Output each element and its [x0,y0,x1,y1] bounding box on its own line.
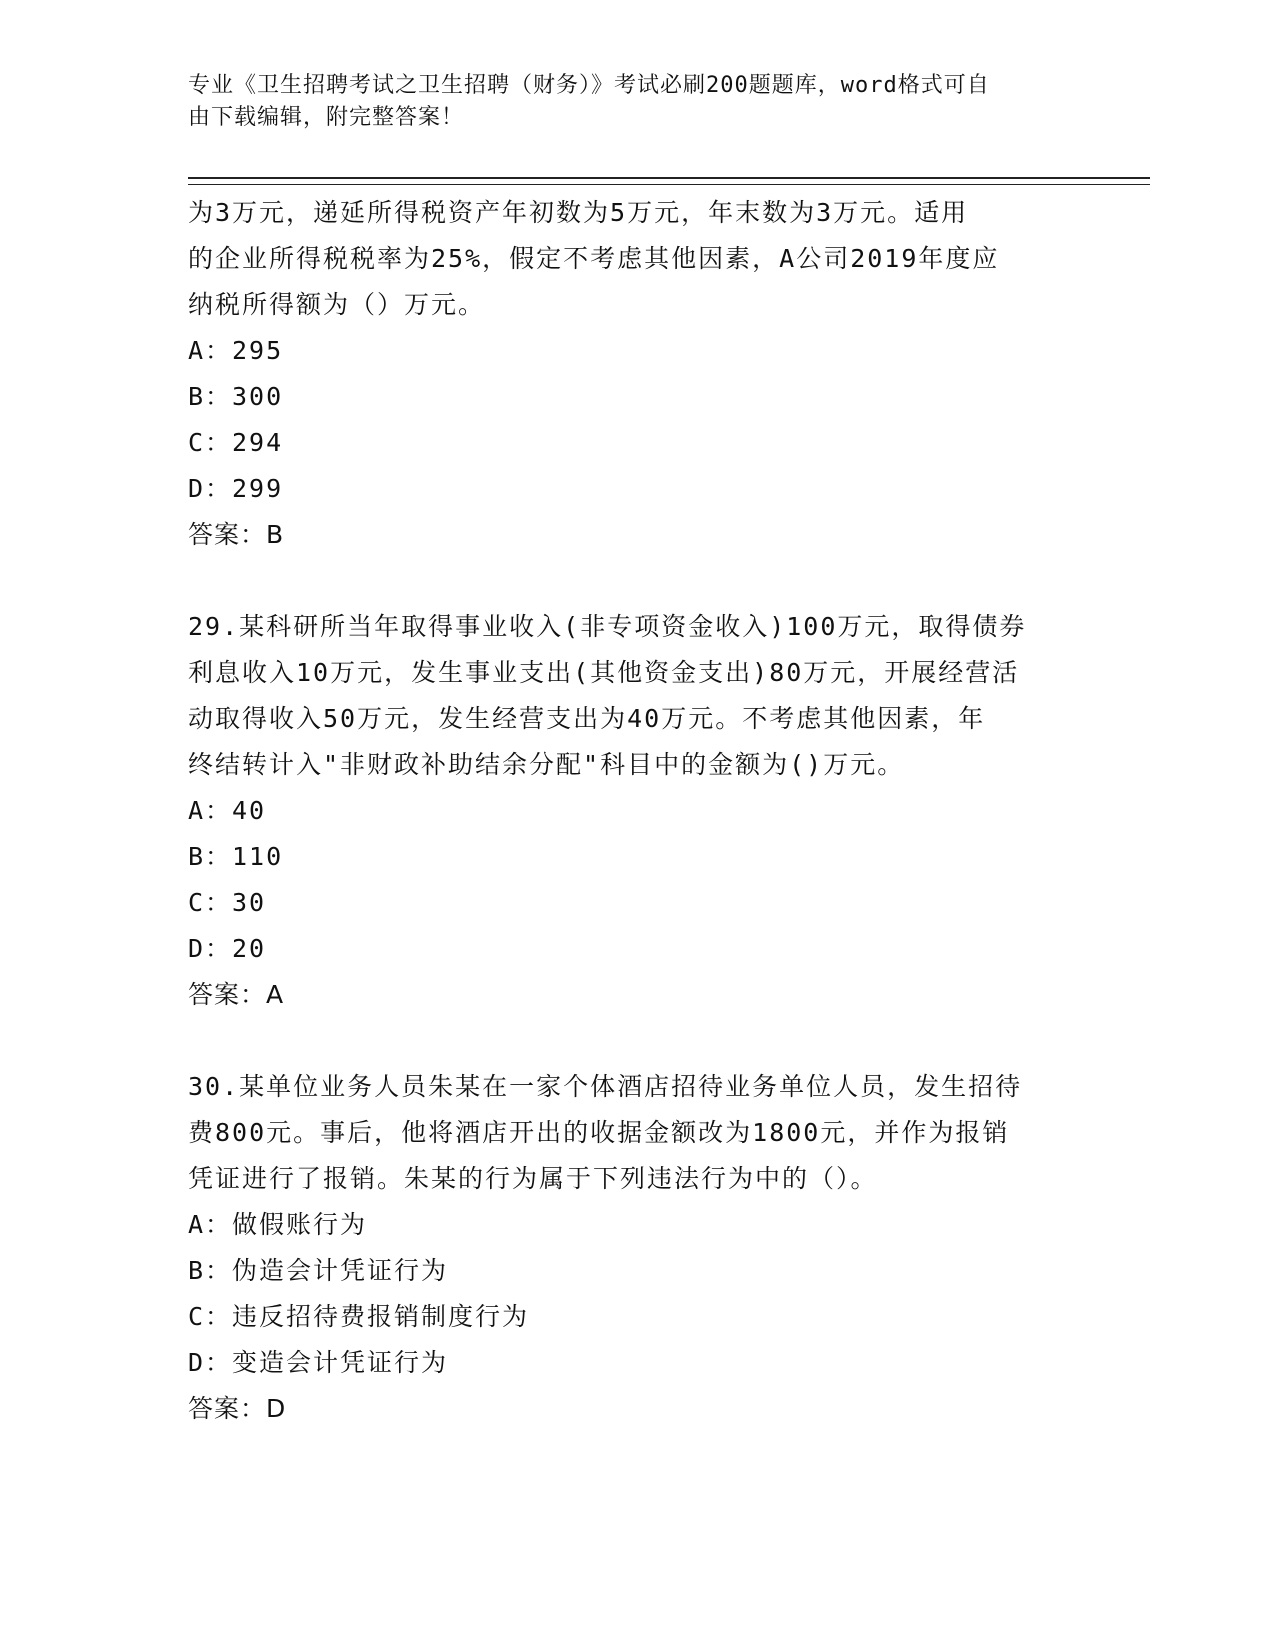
option-text: 295 [232,336,284,365]
option-text: 300 [232,382,284,411]
option-c [188,420,1088,466]
option-text: 做假账行为 [232,1210,368,1239]
option-text: 违反招待费报销制度行为 [232,1302,530,1331]
option-d [188,466,1088,512]
option-text: 20 [232,934,267,963]
page-header [188,70,1088,134]
option-text: 变造会计凭证行为 [232,1348,449,1377]
header-line-1: 专业《卫生招聘考试之卫生招聘（财务）》考试必刷200题题库，word格式可自 [188,73,990,98]
option-text: 110 [232,842,284,871]
option-d [188,1340,1088,1386]
header-line-2: 由下载编辑，附完整答案！ [188,105,465,130]
question-stem-line: 费800元。事后，他将酒店开出的收据金额改为1800元，并作为报销 [188,1118,1010,1147]
question-stem-line: 终结转计入"非财政补助结余分配"科目中的金额为()万元。 [188,750,905,779]
option-a [188,788,1088,834]
question-stem-line: 30.某单位业务人员朱某在一家个体酒店招待业务单位人员，发生招待 [188,1072,1023,1101]
header-divider [188,177,1150,185]
option-c [188,880,1088,926]
option-c [188,1294,1088,1340]
option-letter: A： [188,1210,233,1239]
option-b [188,374,1088,420]
question-stem-line: 凭证进行了报销。朱某的行为属于下列违法行为中的（）。 [188,1164,878,1193]
option-letter: C： [188,1302,233,1331]
option-letter: D： [188,934,233,963]
question-continued [188,190,1088,558]
option-letter: D： [188,474,233,503]
answer-line: 答案：A [188,980,285,1009]
option-b [188,834,1088,880]
option-a [188,1202,1088,1248]
answer-line: 答案：D [188,1394,287,1423]
option-letter: A： [188,336,233,365]
option-letter: A： [188,796,233,825]
question-30 [188,1064,1088,1432]
question-stem-line: 动取得收入50万元，发生经营支出为40万元。不考虑其他因素，年 [188,704,986,733]
question-stem-line: 29.某科研所当年取得事业收入(非专项资金收入)100万元，取得债券 [188,612,1027,641]
option-text: 299 [232,474,284,503]
option-letter: B： [188,1256,233,1285]
question-stem-line: 利息收入10万元，发生事业支出(其他资金支出)80万元，开展经营活 [188,658,1020,687]
question-stem-line: 的企业所得税税率为25%，假定不考虑其他因素，A公司2019年度应 [188,244,1000,273]
document-body [188,190,1088,1432]
option-letter: B： [188,382,233,411]
option-letter: C： [188,428,233,457]
option-text: 40 [232,796,267,825]
question-29 [188,604,1088,1018]
option-letter: B： [188,842,233,871]
option-b [188,1248,1088,1294]
question-stem-line: 为3万元，递延所得税资产年初数为5万元，年末数为3万元。适用 [188,198,969,227]
option-text: 294 [232,428,284,457]
option-letter: D： [188,1348,233,1377]
question-stem-line: 纳税所得额为（）万元。 [188,290,486,319]
answer-line: 答案：B [188,520,285,549]
option-text: 伪造会计凭证行为 [232,1256,449,1285]
option-text: 30 [232,888,267,917]
option-a [188,328,1088,374]
option-d [188,926,1088,972]
option-letter: C： [188,888,233,917]
